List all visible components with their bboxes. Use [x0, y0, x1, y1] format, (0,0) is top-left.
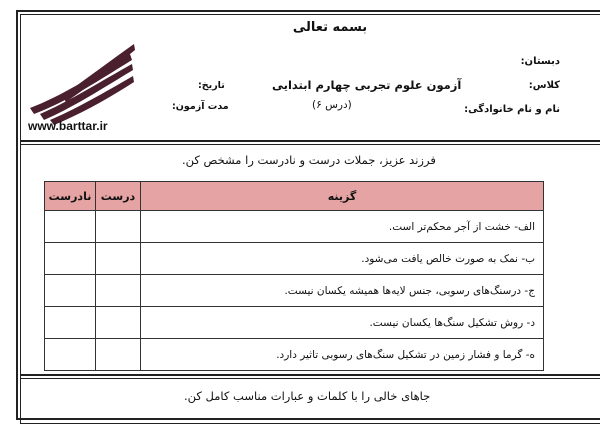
- statement-cell: ب- نمک به صورت خالص یافت می‌شود.: [141, 243, 544, 275]
- false-answer-cell[interactable]: [45, 307, 96, 339]
- false-answer-cell[interactable]: [45, 275, 96, 307]
- true-answer-cell[interactable]: [96, 211, 141, 243]
- statement-cell: ه- گرما و فشار زمین در تشکیل سنگ‌های رسوبی تاثیر دارد.: [141, 339, 544, 371]
- barttar-logo: [22, 34, 140, 130]
- table-row: [45, 275, 544, 307]
- true-answer-cell[interactable]: [96, 307, 141, 339]
- section-divider-inner: [20, 378, 600, 379]
- true-false-table: [44, 181, 544, 371]
- option-header: گزینه: [141, 182, 544, 211]
- page-title: بسمه تعالی: [292, 20, 368, 35]
- header-divider-inner: [20, 144, 600, 145]
- name-label: نام و نام خانوادگی:: [464, 104, 560, 115]
- duration-label: مدت آزمون:: [172, 101, 229, 112]
- section-divider: [20, 374, 600, 376]
- false-answer-cell[interactable]: [45, 339, 96, 371]
- next-section-instruction: جاهای خالی را با کلمات و عبارات مناسب کامل کن.: [184, 389, 431, 403]
- table-row: [45, 307, 544, 339]
- class-label: کلاس:: [528, 80, 560, 91]
- true-answer-cell[interactable]: [96, 275, 141, 307]
- true-header: درست: [96, 182, 141, 211]
- table-row: [45, 211, 544, 243]
- true-answer-cell[interactable]: [96, 243, 141, 275]
- logo-url-text: www.barttar.ir: [28, 119, 108, 133]
- table-header-row: [45, 182, 544, 211]
- statement-cell: د- روش تشکیل سنگ‌ها یکسان نیست.: [141, 307, 544, 339]
- table-row: [45, 339, 544, 371]
- date-label: تاریخ:: [198, 80, 225, 91]
- lesson-label: (درس ۶): [312, 99, 352, 111]
- header-divider: [20, 140, 600, 142]
- exam-title: آزمون علوم تجربی چهارم ابتدایی: [272, 78, 462, 92]
- school-label: دبستان:: [520, 56, 560, 67]
- table-row: [45, 243, 544, 275]
- instruction-text: فرزند عزیز، جملات درست و نادرست را مشخص کن.: [182, 153, 436, 167]
- false-answer-cell[interactable]: [45, 243, 96, 275]
- statement-cell: ج- درسنگ‌های رسوبی، جنس لایه‌ها همیشه یکسان نیست.: [141, 275, 544, 307]
- true-answer-cell[interactable]: [96, 339, 141, 371]
- false-answer-cell[interactable]: [45, 211, 96, 243]
- false-header: نادرست: [45, 182, 96, 211]
- statement-cell: الف- خشت از آجر محکم‌تر است.: [141, 211, 544, 243]
